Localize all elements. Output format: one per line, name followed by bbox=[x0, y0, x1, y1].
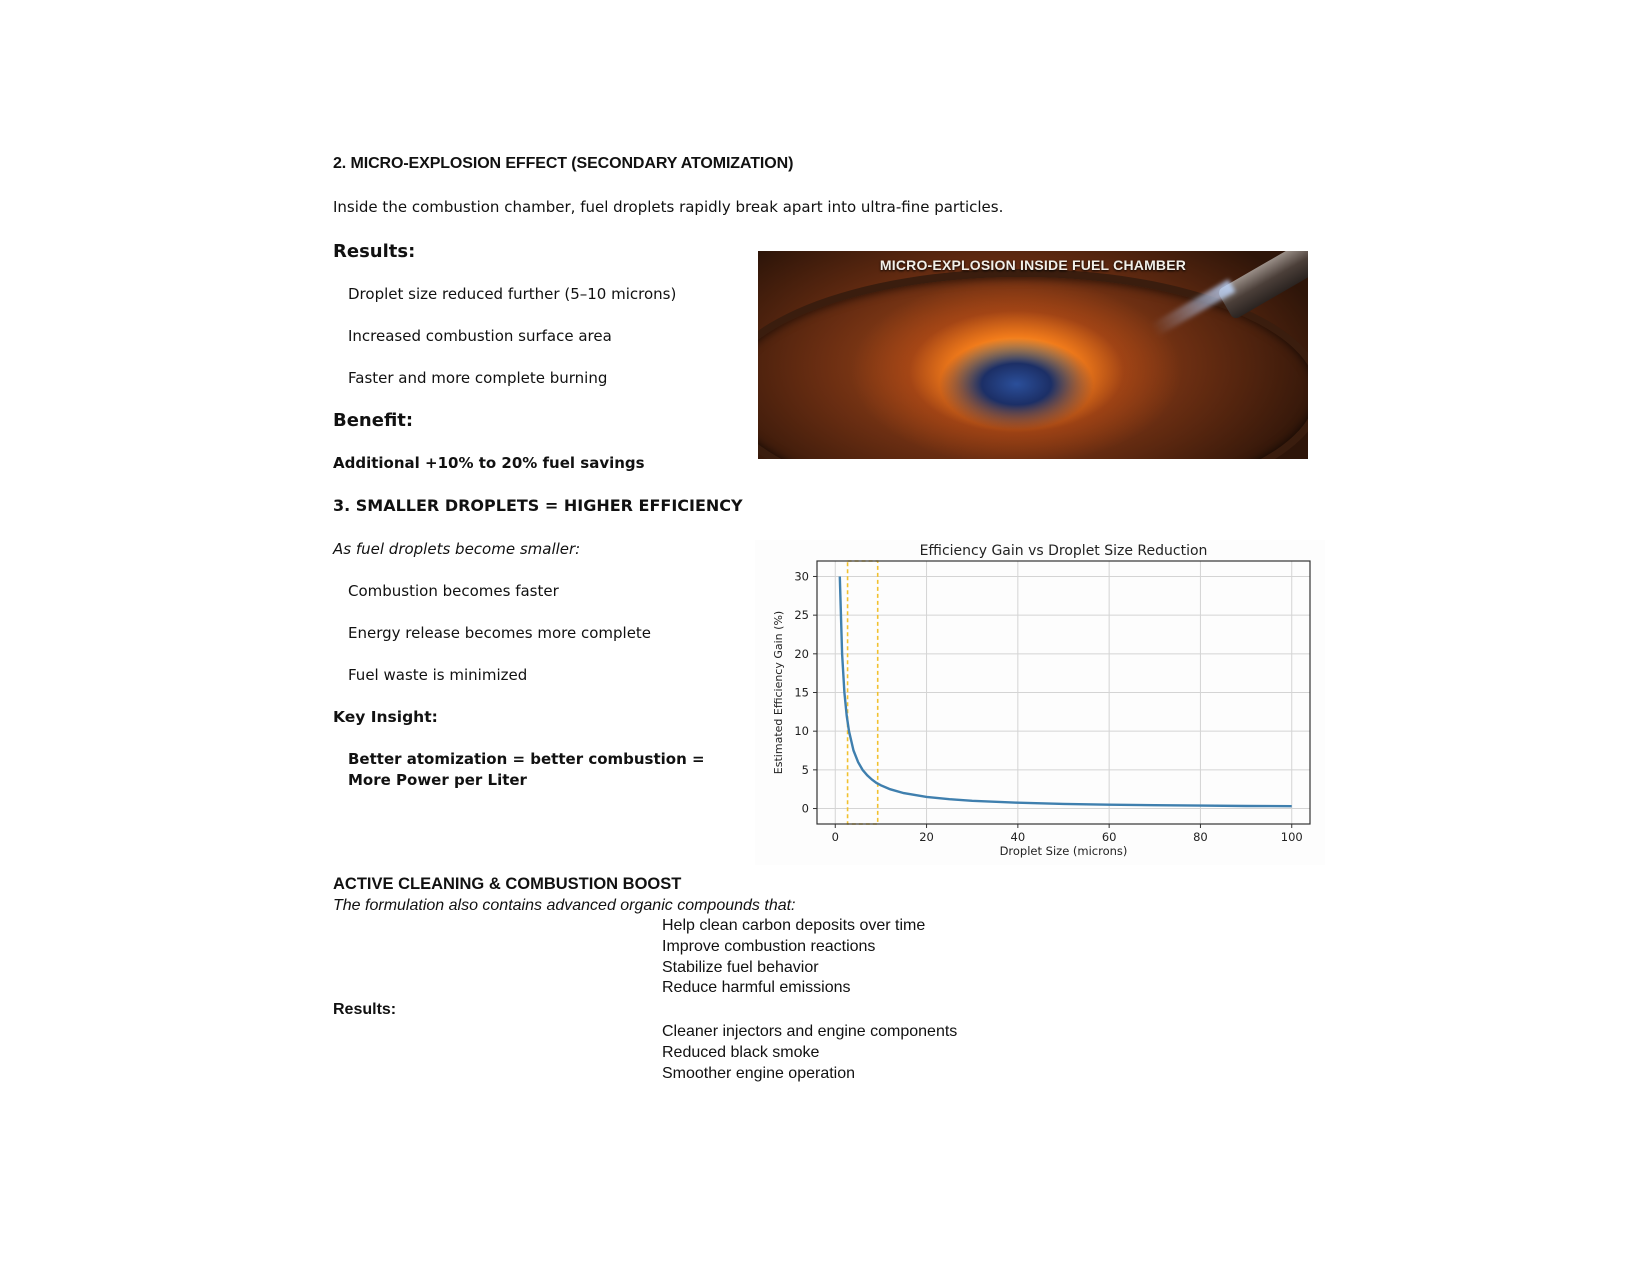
image-caption: MICRO-EXPLOSION INSIDE FUEL CHAMBER bbox=[879, 257, 1187, 273]
section2-result-item: Increased combustion surface area bbox=[348, 327, 612, 345]
section4-result-item: Cleaner injectors and engine components bbox=[662, 1023, 958, 1040]
section3-point: Fuel waste is minimized bbox=[348, 666, 528, 684]
y-tick-label: 25 bbox=[794, 608, 809, 623]
section4-result-item: Reduced black smoke bbox=[662, 1044, 820, 1061]
section3-insight-line2: More Power per Liter bbox=[348, 771, 527, 789]
compound-item: Reduce harmful emissions bbox=[662, 979, 851, 996]
section4-intro: The formulation also contains advanced organic compounds that: bbox=[333, 897, 796, 914]
y-tick-label: 30 bbox=[794, 569, 809, 584]
section3-insight-label: Key Insight: bbox=[333, 708, 438, 726]
efficiency-chart bbox=[755, 540, 1325, 865]
y-tick-label: 10 bbox=[794, 724, 809, 739]
section2-intro: Inside the combustion chamber, fuel droplets rapidly break apart into ultra-fine particles. bbox=[333, 198, 1004, 216]
y-tick-label: 5 bbox=[801, 762, 809, 777]
section3-insight-line1: Better atomization = better combustion = bbox=[348, 750, 705, 768]
y-tick-label: 0 bbox=[801, 801, 809, 816]
efficiency-chart-svg bbox=[755, 540, 1325, 865]
series-line-efficiency-gain bbox=[840, 577, 1292, 807]
section2-result-item: Faster and more complete burning bbox=[348, 369, 608, 387]
compound-item: Improve combustion reactions bbox=[662, 938, 876, 955]
x-tick-label: 80 bbox=[1193, 830, 1208, 844]
grid bbox=[817, 561, 1310, 824]
section3-point: Combustion becomes faster bbox=[348, 582, 559, 600]
section3-point: Energy release becomes more complete bbox=[348, 624, 652, 642]
x-axis-label: Droplet Size (microns) bbox=[999, 844, 1128, 858]
compound-item: Help clean carbon deposits over time bbox=[662, 917, 926, 934]
micro-explosion-image bbox=[758, 251, 1308, 459]
section3-intro: As fuel droplets become smaller: bbox=[333, 540, 581, 558]
section4-heading: ACTIVE CLEANING & COMBUSTION BOOST bbox=[333, 875, 682, 893]
x-tick-label: 100 bbox=[1280, 830, 1303, 844]
y-axis-label: Estimated Efficiency Gain (%) bbox=[772, 610, 785, 775]
y-tick-label: 20 bbox=[794, 646, 809, 661]
chart-title: Efficiency Gain vs Droplet Size Reduction bbox=[919, 543, 1208, 559]
x-tick-label: 40 bbox=[1010, 830, 1026, 844]
x-tick-label: 20 bbox=[919, 830, 934, 844]
compound-item: Stabilize fuel behavior bbox=[662, 959, 819, 976]
section2-benefit-label: Benefit: bbox=[333, 410, 414, 431]
y-tick-label: 15 bbox=[794, 685, 809, 700]
x-tick-label: 60 bbox=[1101, 830, 1117, 844]
section2-results-label: Results: bbox=[333, 241, 416, 262]
section2-heading: 2. MICRO-EXPLOSION EFFECT (SECONDARY ATOMIZATION) bbox=[333, 155, 794, 172]
section4-result-item: Smoother engine operation bbox=[662, 1065, 856, 1082]
section4-results-label: Results: bbox=[333, 1001, 397, 1018]
section2-result-item: Droplet size reduced further (5–10 microns) bbox=[348, 285, 677, 303]
section3-heading: 3. SMALLER DROPLETS = HIGHER EFFICIENCY bbox=[333, 496, 743, 515]
x-tick-label: 0 bbox=[831, 830, 839, 844]
section2-benefit: Additional +10% to 20% fuel savings bbox=[333, 454, 645, 472]
